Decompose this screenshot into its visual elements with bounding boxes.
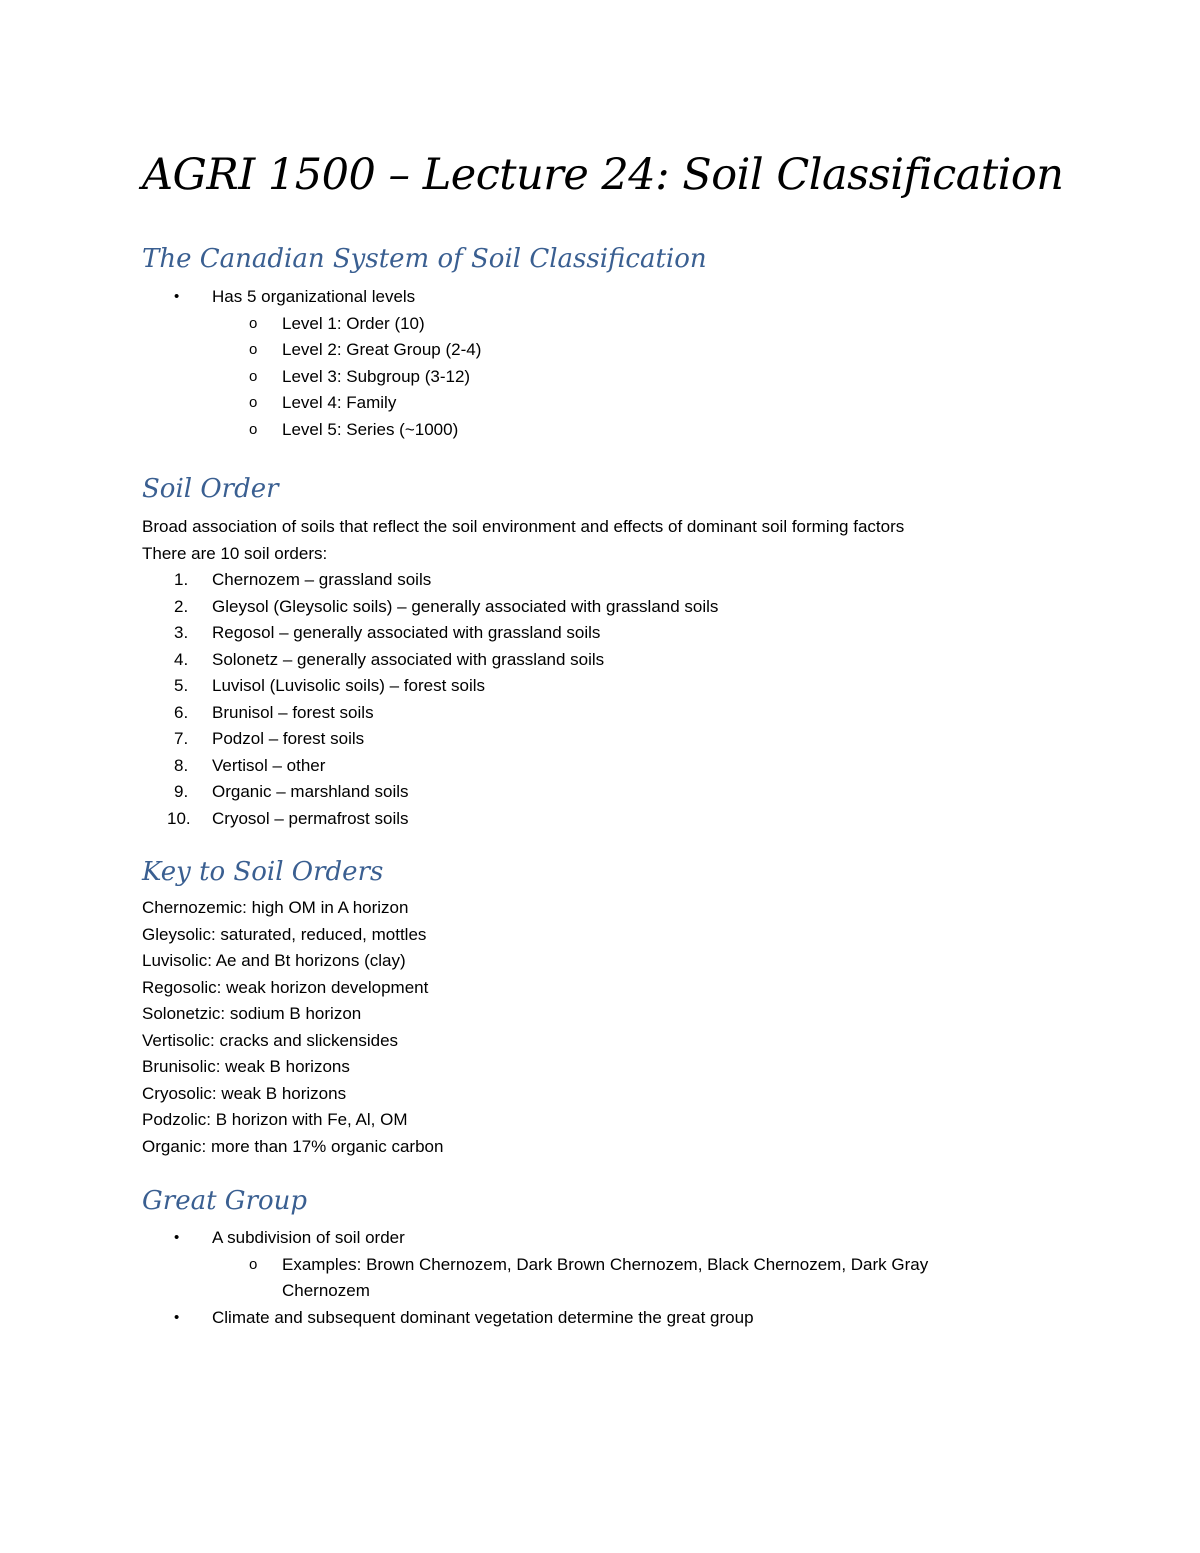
sub-bullet-marker: o bbox=[249, 394, 258, 411]
section-heading-canadian-system: The Canadian System of Soil Classification bbox=[142, 244, 707, 274]
list-item-text: Vertisol – other bbox=[212, 755, 326, 775]
sub-bullet-marker: o bbox=[249, 341, 258, 358]
list-item-text: Regosol – generally associated with grassland soils bbox=[212, 623, 601, 642]
list-number: 7. bbox=[174, 729, 189, 748]
list-number: 3. bbox=[174, 623, 189, 642]
section-soil-order bbox=[142, 472, 1062, 832]
list-item-text: Level 5: Series (~1000) bbox=[282, 419, 459, 439]
bullet-marker: • bbox=[174, 288, 180, 305]
sub-bullet-marker: o bbox=[249, 314, 258, 332]
section-key-to-soil-orders bbox=[142, 855, 1062, 1160]
list-item bbox=[142, 673, 1062, 700]
list-item: Regosolic: weak horizon development bbox=[142, 977, 429, 997]
list-item-text: Level 3: Subgroup (3-12) bbox=[282, 366, 471, 386]
section-heading-soil-order: Soil Order bbox=[142, 474, 279, 504]
list-number: 9. bbox=[174, 782, 189, 801]
list-item-text: Luvisol (Luvisolic soils) – forest soils bbox=[212, 676, 486, 695]
list-item: Chernozemic: high OM in A horizon bbox=[142, 898, 409, 917]
list-item: Luvisolic: Ae and Bt horizons (clay) bbox=[142, 951, 406, 970]
sub-bullet-marker: o bbox=[249, 1255, 258, 1273]
list-item bbox=[142, 779, 1062, 806]
list-item bbox=[142, 567, 1062, 594]
list-item bbox=[142, 1305, 1062, 1332]
list-number: 4. bbox=[174, 649, 189, 669]
list-item-text: Organic – marshland soils bbox=[212, 782, 409, 801]
bullet-marker: • bbox=[174, 1229, 180, 1246]
sub-bullet-marker: o bbox=[249, 367, 258, 385]
list-item: Vertisolic: cracks and slickensides bbox=[142, 1030, 399, 1050]
list-item bbox=[142, 620, 1062, 647]
section-heading-great-group: Great Group bbox=[142, 1186, 308, 1216]
list-item: Solonetzic: sodium B horizon bbox=[142, 1004, 362, 1023]
list-number: 10. bbox=[167, 808, 191, 828]
list-item-text: Level 2: Great Group (2-4) bbox=[282, 340, 482, 359]
section-canadian-system bbox=[142, 242, 1062, 443]
list-number: 8. bbox=[174, 755, 189, 775]
list-item: Organic: more than 17% organic carbon bbox=[142, 1136, 444, 1156]
list-item bbox=[142, 726, 1062, 753]
section-great-group bbox=[142, 1184, 1062, 1331]
list-item-text: Solonetz – generally associated with grassland soils bbox=[212, 649, 605, 669]
list-item bbox=[142, 700, 1062, 727]
list-item-text: Cryosol – permafrost soils bbox=[212, 808, 409, 828]
list-number: 6. bbox=[174, 702, 189, 722]
list-item bbox=[142, 284, 1062, 311]
list-item-text: A subdivision of soil order bbox=[212, 1228, 405, 1247]
list-item-continuation: Chernozem bbox=[282, 1281, 370, 1300]
list-item bbox=[142, 1225, 1062, 1252]
list-item bbox=[142, 1252, 1062, 1279]
list-number: 1. bbox=[174, 570, 189, 589]
list-item-text: Podzol – forest soils bbox=[212, 729, 365, 748]
list-item-text: Level 4: Family bbox=[282, 393, 397, 412]
list-item: Cryosolic: weak B horizons bbox=[142, 1083, 347, 1103]
list-item-text: Level 1: Order (10) bbox=[282, 313, 425, 333]
list-item-text: Brunisol – forest soils bbox=[212, 702, 374, 722]
list-number: 2. bbox=[174, 596, 189, 616]
list-item-text: Has 5 organizational levels bbox=[212, 287, 416, 306]
list-item bbox=[142, 594, 1062, 621]
list-item-text: Gleysol (Gleysolic soils) – generally associated with grassland soils bbox=[212, 596, 719, 616]
list-item: Gleysolic: saturated, reduced, mottles bbox=[142, 924, 427, 944]
list-item bbox=[142, 311, 1062, 338]
list-number: 5. bbox=[174, 676, 189, 695]
bullet-marker: • bbox=[174, 1308, 180, 1326]
list-item bbox=[142, 806, 1062, 833]
section-heading-key: Key to Soil Orders bbox=[142, 857, 384, 887]
list-item-text: Climate and subsequent dominant vegetation determine the great group bbox=[212, 1307, 754, 1327]
list-item bbox=[142, 647, 1062, 674]
list-item bbox=[142, 337, 1062, 364]
list-item: Podzolic: B horizon with Fe, Al, OM bbox=[142, 1110, 408, 1129]
document-title: AGRI 1500 – Lecture 24: Soil Classification bbox=[142, 150, 1064, 200]
list-item bbox=[142, 753, 1062, 780]
list-item bbox=[142, 364, 1062, 391]
paragraph-line: Broad association of soils that reflect the soil environment and effects of dominant soil forming factors bbox=[142, 517, 905, 536]
paragraph-line: There are 10 soil orders: bbox=[142, 543, 328, 563]
list-item bbox=[142, 390, 1062, 417]
sub-bullet-marker: o bbox=[249, 420, 258, 438]
list-item-text: Chernozem – grassland soils bbox=[212, 570, 432, 589]
list-item-text: Examples: Brown Chernozem, Dark Brown Chernozem, Black Chernozem, Dark Gray bbox=[282, 1254, 929, 1274]
list-item: Brunisolic: weak B horizons bbox=[142, 1057, 350, 1076]
list-item bbox=[142, 417, 1062, 444]
